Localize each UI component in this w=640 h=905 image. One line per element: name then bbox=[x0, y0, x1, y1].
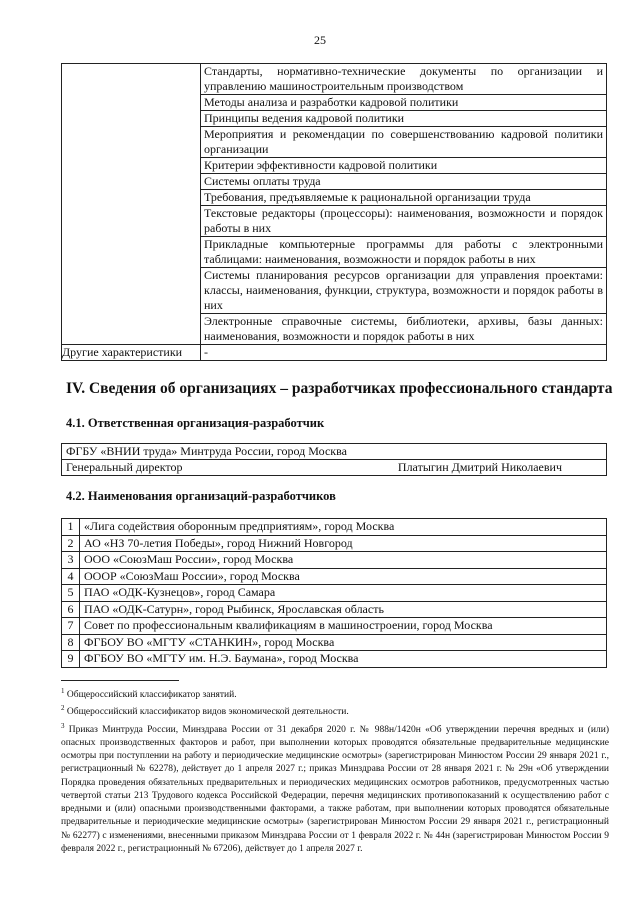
developer-organizations-table bbox=[61, 518, 607, 668]
table-cell: Мероприятия и рекомендации по совершенствованию кадровой политики организации bbox=[201, 127, 607, 158]
subsection-title-responsible: 4.1. Ответственная организация-разработчик bbox=[66, 416, 325, 430]
director-name: Платыгин Дмитрий Николаевич bbox=[397, 460, 562, 474]
footnote-text: Приказ Минтруда России, Минздрава России от 31 декабря 2020 г. № 988н/1420н «Об утверждении перечня вредных и (или) опасных производственных факторов и работ, при выполнении которых проводятся обязательные предварительные медицинские осмотры при поступлении на работу и периодические медицинские осмотры» (зарегистрирован Минюстом России 29 января 2021 г., регистрационный № 62278), действует до 1 апреля 2027 г.; приказ Минздрава России от 28 января 2021 г. № 29н «Об утверждении Порядка проведения обязательных предварительных и периодических медицинских осмотров работников, предусмотренных частью четвертой статьи 213 Трудового кодекса Российской Федерации, перечня медицинских противопоказаний к осуществлению работ с вредными и (или) опасными производственными факторами, а также работам, при выполнении которых проводятся обязательные предварительные и периодические медицинские осмотры» (зарегистрирован Минюстом России 29 января 2021 г., регистрационный № 62277) с изменениями, внесенными приказом Минздрава России от 1 февраля 2022 г. № 44н (зарегистрирован Минюстом России 9 февраля 2022 г., регистрационный № 67206), действует до 1 апреля 2027 г. bbox=[61, 724, 610, 854]
row-number: 7 bbox=[62, 618, 80, 635]
table-row bbox=[62, 585, 607, 602]
table-row bbox=[62, 345, 607, 361]
footnote-text: Общероссийский классификатор занятий. bbox=[66, 690, 237, 701]
footnote-mark: 1 bbox=[61, 687, 65, 695]
table-cell: Электронные справочные системы, библиотеки, архивы, базы данных: наименования, возможности и порядок работы в них bbox=[201, 314, 607, 345]
table-row bbox=[62, 460, 607, 476]
table-row bbox=[62, 601, 607, 618]
organization-name: ФГБОУ ВО «МГТУ «СТАНКИН», город Москва bbox=[80, 634, 607, 651]
table-row bbox=[62, 64, 607, 95]
organization-name: АО «НЗ 70-летия Победы», город Нижний Новгород bbox=[80, 535, 607, 552]
section-title: IV. Сведения об организациях – разработчиках профессионального стандарта bbox=[66, 380, 613, 397]
row-number: 5 bbox=[62, 585, 80, 602]
table-row bbox=[62, 634, 607, 651]
table-row bbox=[62, 552, 607, 569]
row-number: 4 bbox=[62, 568, 80, 585]
table-cell: Прикладные компьютерные программы для работы с электронными таблицами: наименования, возможности и порядок работы в них bbox=[201, 237, 607, 268]
table-cell: Критерии эффективности кадровой политики bbox=[201, 158, 607, 174]
director-position: Генеральный директор bbox=[66, 460, 183, 474]
table-cell: Системы планирования ресурсов организации для управления проектами: классы, наименования, функции, структура, возможности и порядок работы в них bbox=[201, 268, 607, 314]
table-row bbox=[62, 618, 607, 635]
table-row bbox=[62, 535, 607, 552]
responsible-organization-table bbox=[61, 443, 607, 476]
row-number: 3 bbox=[62, 552, 80, 569]
organization-name: ОООР «СоюзМаш России», город Москва bbox=[80, 568, 607, 585]
footnote-text: Общероссийский классификатор видов экономической деятельности. bbox=[66, 707, 349, 718]
organization-name: ФГБОУ ВО «МГТУ им. Н.Э. Баумана», город Москва bbox=[80, 651, 607, 668]
responsible-person-cell bbox=[62, 460, 607, 476]
table-row bbox=[62, 651, 607, 668]
organization-name: ООО «СоюзМаш России», город Москва bbox=[80, 552, 607, 569]
table-cell: Стандарты, нормативно-технические документы по организации и управлению машиностроительным производством bbox=[201, 64, 607, 95]
table-row bbox=[62, 444, 607, 460]
footnote bbox=[61, 685, 609, 702]
organization-name: «Лига содействия оборонным предприятиям», город Москва bbox=[80, 519, 607, 536]
footnote-mark: 2 bbox=[61, 704, 65, 713]
table-cell: Методы анализа и разработки кадровой политики bbox=[201, 95, 607, 111]
table-row bbox=[62, 519, 607, 536]
footnote bbox=[61, 702, 609, 719]
knowledge-requirements-table bbox=[61, 63, 607, 361]
table-cell: Принципы ведения кадровой политики bbox=[201, 111, 607, 127]
subsection-title-developers: 4.2. Наименования организаций-разработчиков bbox=[66, 489, 336, 503]
table-cell: Требования, предъявляемые к рациональной организации труда bbox=[201, 190, 607, 206]
row-number: 1 bbox=[62, 519, 80, 536]
footnotes bbox=[61, 685, 609, 856]
footnote-mark: 3 bbox=[61, 721, 65, 730]
other-characteristics-label: Другие характеристики bbox=[62, 345, 201, 361]
table-row bbox=[62, 568, 607, 585]
row-number: 6 bbox=[62, 601, 80, 618]
other-characteristics-value: - bbox=[201, 345, 607, 361]
footnote-separator bbox=[61, 680, 179, 681]
responsible-organization-name: ФГБУ «ВНИИ труда» Минтруда России, город Москва bbox=[62, 444, 607, 460]
organization-name: Совет по профессиональным квалификациям в машиностроении, город Москва bbox=[80, 618, 607, 635]
table-cell: Текстовые редакторы (процессоры): наименования, возможности и порядок работы в них bbox=[201, 206, 607, 237]
row-number: 2 bbox=[62, 535, 80, 552]
row-number: 9 bbox=[62, 651, 80, 668]
footnote bbox=[61, 720, 609, 856]
table-cell: Системы оплаты труда bbox=[201, 174, 607, 190]
organization-name: ПАО «ОДК-Сатурн», город Рыбинск, Ярославская область bbox=[80, 601, 607, 618]
knowledge-label-cell bbox=[62, 64, 201, 345]
organization-name: ПАО «ОДК-Кузнецов», город Самара bbox=[80, 585, 607, 602]
row-number: 8 bbox=[62, 634, 80, 651]
page-number: 25 bbox=[314, 33, 326, 47]
